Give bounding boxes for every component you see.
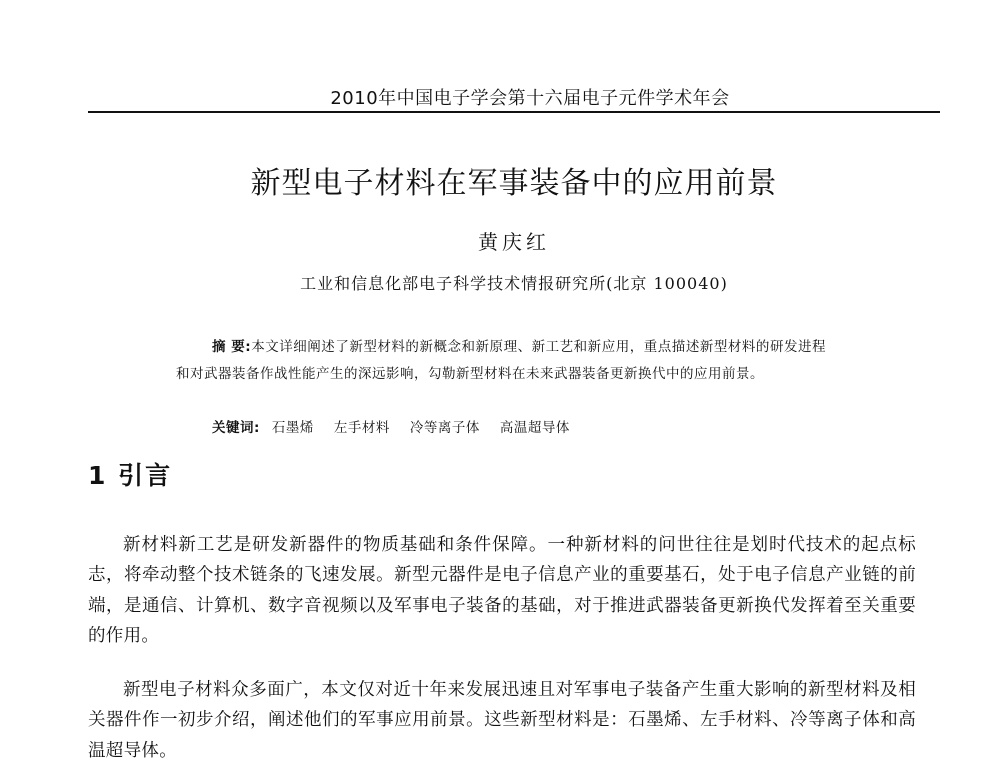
keyword-item: 高温超导体 xyxy=(500,420,570,436)
running-header: 2010年中国电子学会第十六届电子元件学术年会 xyxy=(120,84,940,110)
abstract-text: 本文详细阐述了新型材料的新概念和新原理、新工艺和新应用，重点描述新型材料的研发进程和对武器装备作战性能产生的深远影响，勾勒新型材料在未来武器装备更新换代中的应用前景。 xyxy=(176,339,826,382)
author-affiliation: 工业和信息化部电子科学技术情报研究所(北京 100040) xyxy=(88,271,940,294)
section-heading: 1 引言 xyxy=(88,456,172,492)
keyword-item: 左手材料 xyxy=(334,420,390,436)
body-paragraph: 新型电子材料众多面广，本文仅对近十年来发展迅速且对军事电子装备产生重大影响的新型材料及相关器件作一初步介绍，阐述他们的军事应用前景。这些新型材料是：石墨烯、左手材料、冷等离子体和高温超导体。 xyxy=(88,675,916,766)
keywords-label: 关键词: xyxy=(212,420,260,436)
body-paragraph: 新材料新工艺是研发新器件的物质基础和条件保障。一种新材料的问世往往是划时代技术的起点标志，将牵动整个技术链条的飞速发展。新型元器件是电子信息产业的重要基石，处于电子信息产业链的前端，是通信、计算机、数字音视频以及军事电子装备的基础，对于推进武器装备更新换代发挥着至关重要的作用。 xyxy=(88,530,916,652)
keyword-item: 冷等离子体 xyxy=(410,420,480,436)
keywords xyxy=(212,415,832,442)
header-rule xyxy=(88,111,940,113)
abstract-label: 摘 要: xyxy=(212,339,251,355)
abstract xyxy=(176,334,826,388)
keyword-item: 石墨烯 xyxy=(272,420,314,436)
paper-title: 新型电子材料在军事装备中的应用前景 xyxy=(88,158,940,202)
author-name: 黄庆红 xyxy=(88,226,940,255)
